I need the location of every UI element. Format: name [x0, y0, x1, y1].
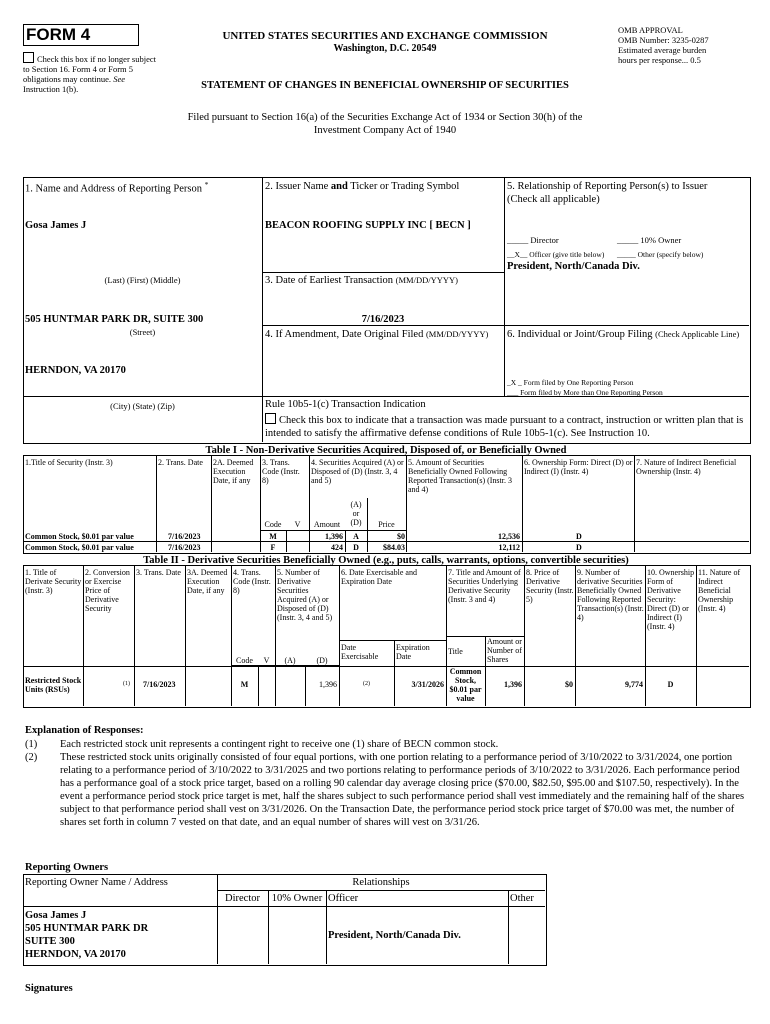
t1-h3: 3. Trans. Code (Instr. 8) — [262, 458, 300, 485]
t1-sub-price: Price — [378, 520, 395, 529]
statement-title: STATEMENT OF CHANGES IN BENEFICIAL OWNERSHIP OF SECURITIES — [201, 80, 569, 91]
t2-h2: 2. Conversion or Exercise Price of Derivative Security — [85, 568, 130, 613]
filing-option-one: _X _ Form filed by One Reporting Person — [507, 378, 634, 387]
owner-officer-title: President, North/Canada Div. — [328, 930, 461, 941]
t2-h3: 3. Trans. Date — [136, 568, 181, 577]
reporting-person-city: HERNDON, VA 20170 — [25, 365, 126, 376]
t1-h6: 6. Ownership Form: Direct (D) or Indirect (I) (Instr. 4) — [524, 458, 633, 476]
owners-col-10pct: 10% Owner — [271, 893, 323, 904]
signatures-heading: Signatures — [25, 983, 73, 994]
t2-sub-amt: Amount or Number of Shares — [487, 637, 522, 664]
t2-sub-v: V — [263, 656, 270, 665]
owners-col-director: Director — [225, 893, 260, 904]
t2-sub-exp: Expiration Date — [396, 643, 430, 661]
table2-title: Table II - Derivative Securities Beneficially Owned (e.g., puts, calls, warrants, options, convertible securities) — [143, 555, 629, 566]
rule-10b5-checkbox[interactable] — [265, 413, 276, 424]
rule-10b5-text: Check this box to indicate that a transaction was made pursuant to a contract, instruction or written plan that is intended to satisfy the affirmative defense conditions of Rule 10b5-1(c). See Instruction 10. — [265, 415, 744, 439]
rule-10b5-label: Rule 10b5-1(c) Transaction Indication — [265, 399, 426, 410]
officer-option: __X__ Officer (give title below) — [507, 250, 605, 259]
t2-h1: 1. Title of Derivate Security (Instr. 3) — [25, 568, 82, 595]
reporting-person-name: Gosa James J — [25, 220, 87, 231]
t2-h8: 8. Price of Derivative Security (Instr. 5) — [526, 568, 574, 604]
t2-h3a: 3A. Deemed Execution Date, if any — [187, 568, 228, 595]
filing-option-group: ___ Form filed by More than One Reporting Person — [507, 388, 663, 397]
t1-h2: 2. Trans. Date — [158, 458, 203, 467]
ten-percent-option: _____ 10% Owner — [617, 235, 682, 245]
owners-col-officer: Officer — [328, 893, 359, 904]
footnote-2: (2) These restricted stock units originally consisted of four equal portions, with one portion relating to a performance period of 3/10/2022 to 3/31/2024, one portion relating to a performance period of 3/10/2022 to 3/31/2025 and two portions relating to performance periods of 3/10/2022 to 3/31/2026. Each performance period has a performance goal of a stock price target, based on a rolling 90 calendar day average closing price ($70.00, $82.50, $95.00 and $107.50, respectively). In the event a performance period stock price target is met, half the shares subject to such performance period shall vest immediately and the remaining half of the shares subject to that performance period shall vest on 3/31/2026. On the Transaction Date, the performance period stock price target of $70.00 was met, the number of shares set forth in column 7 vested on that date, and an equal number of shares will vest on 3/31/26. — [25, 752, 745, 828]
box5-label: 5. Relationship of Reporting Person(s) to Issuer (Check all applicable) — [507, 181, 708, 205]
agency-city: Washington, D.C. 20549 — [333, 43, 437, 54]
other-option: _____ Other (specify below) — [617, 250, 704, 259]
t1-sub-code: Code — [264, 520, 282, 529]
t1-h7: 7. Nature of Indirect Beneficial Ownership (Instr. 4) — [636, 458, 737, 476]
t2-h5: 5. Number of Derivative Securities Acquired (A) or Disposed of (D) (Instr. 3, 4 and 5) — [277, 568, 333, 622]
form-title: FORM 4 — [26, 25, 91, 44]
t1-h5: 5. Amount of Securities Beneficially Owned Following Reported Transaction(s) (Instr. 3 and 4) — [408, 458, 512, 494]
t2-sub-title: Title — [448, 647, 463, 656]
t2-h6: 6. Date Exercisable and Expiration Date — [341, 568, 417, 586]
agency-name: UNITED STATES SECURITIES AND EXCHANGE COMMISSION — [222, 30, 548, 42]
footnote-1: (1) Each restricted stock unit represents a contingent right to receive one (1) share of BECN common stock. — [25, 739, 499, 750]
t2-sub-d: (D) — [316, 656, 328, 665]
t1-h2a: 2A. Deemed Execution Date, if any — [213, 458, 254, 485]
t2-h10: 10. Ownership Form of Derivative Security: Direct (D) or Indirect (I) (Instr. 4) — [647, 568, 695, 631]
earliest-transaction-date: 7/16/2023 — [361, 314, 405, 325]
explanation-heading: Explanation of Responses: — [25, 725, 144, 736]
t1-sub-aod: (A) or (D) — [350, 500, 362, 527]
reporting-owners-heading: Reporting Owners — [25, 862, 109, 873]
form-title-box — [23, 24, 139, 46]
t2-sub-a: (A) — [284, 656, 296, 665]
no-longer-subject-checkbox[interactable] — [23, 52, 34, 63]
issuer-name: BEACON ROOFING SUPPLY INC [ BECN ] — [265, 220, 471, 231]
t1-sub-amount: Amount — [313, 520, 341, 529]
t2-sub-exer: Date Exercisable — [341, 643, 379, 661]
name-caption: (Last) (First) (Middle) — [104, 275, 181, 285]
t2-sub-code: Code — [236, 656, 253, 665]
table1-title: Table I - Non-Derivative Securities Acquired, Disposed of, or Beneficially Owned — [205, 445, 567, 456]
city-caption: (City) (State) (Zip) — [110, 401, 175, 411]
box6-label: 6. Individual or Joint/Group Filing (Check Applicable Line) — [507, 329, 740, 340]
t1-h4: 4. Securities Acquired (A) or Disposed of (D) (Instr. 3, 4 and 5) — [311, 458, 404, 485]
t1-h1: 1.Title of Security (Instr. 3) — [25, 458, 113, 467]
filed-pursuant: Filed pursuant to Section 16(a) of the Securities Exchange Act of 1934 or Section 30(h) of the Investment Company Act of 1940 — [187, 112, 583, 136]
t2-h11: 11. Nature of Indirect Beneficial Ownership (Instr. 4) — [698, 568, 741, 613]
owner-name-address: Gosa James J 505 HUNTMAR PARK DR SUITE 300 HERNDON, VA 20170 — [25, 910, 149, 960]
box3-label: 3. Date of Earliest Transaction (MM/DD/YYYY) — [265, 275, 458, 286]
owners-col-relationships: Relationships — [352, 877, 410, 888]
reporting-person-street: 505 HUNTMAR PARK DR, SUITE 300 — [25, 314, 204, 325]
no-longer-subject-checkbox-text: Check this box if no longer subject to Section 16. Form 4 or Form 5 obligations may continue. See Instruction 1(b). — [23, 54, 156, 94]
box2-label: 2. Issuer Name and Ticker or Trading Symbol — [265, 181, 460, 192]
owners-col-name: Reporting Owner Name / Address — [25, 877, 168, 888]
officer-title: President, North/Canada Div. — [507, 261, 640, 272]
t2-h9: 9. Number of derivative Securities Beneficially Owned Following Reported Transaction(s) (Instr. 4) — [577, 568, 644, 622]
owners-col-other: Other — [510, 893, 534, 904]
t1-sub-v: V — [294, 520, 301, 529]
street-caption: (Street) — [129, 327, 156, 337]
box4-label: 4. If Amendment, Date Original Filed (MM/DD/YYYY) — [265, 329, 489, 340]
t2-h4: 4. Trans. Code (Instr. 8) — [233, 568, 271, 595]
t2-h7: 7. Title and Amount of Securities Underlying Derivative Security (Instr. 3 and 4) — [448, 568, 521, 604]
box1-label: 1. Name and Address of Reporting Person * — [25, 180, 209, 195]
omb-approval: OMB APPROVAL OMB Number: 3235-0287 Estimated average burden hours per response... 0.5 — [618, 25, 709, 65]
director-option: _____ Director — [507, 235, 559, 245]
